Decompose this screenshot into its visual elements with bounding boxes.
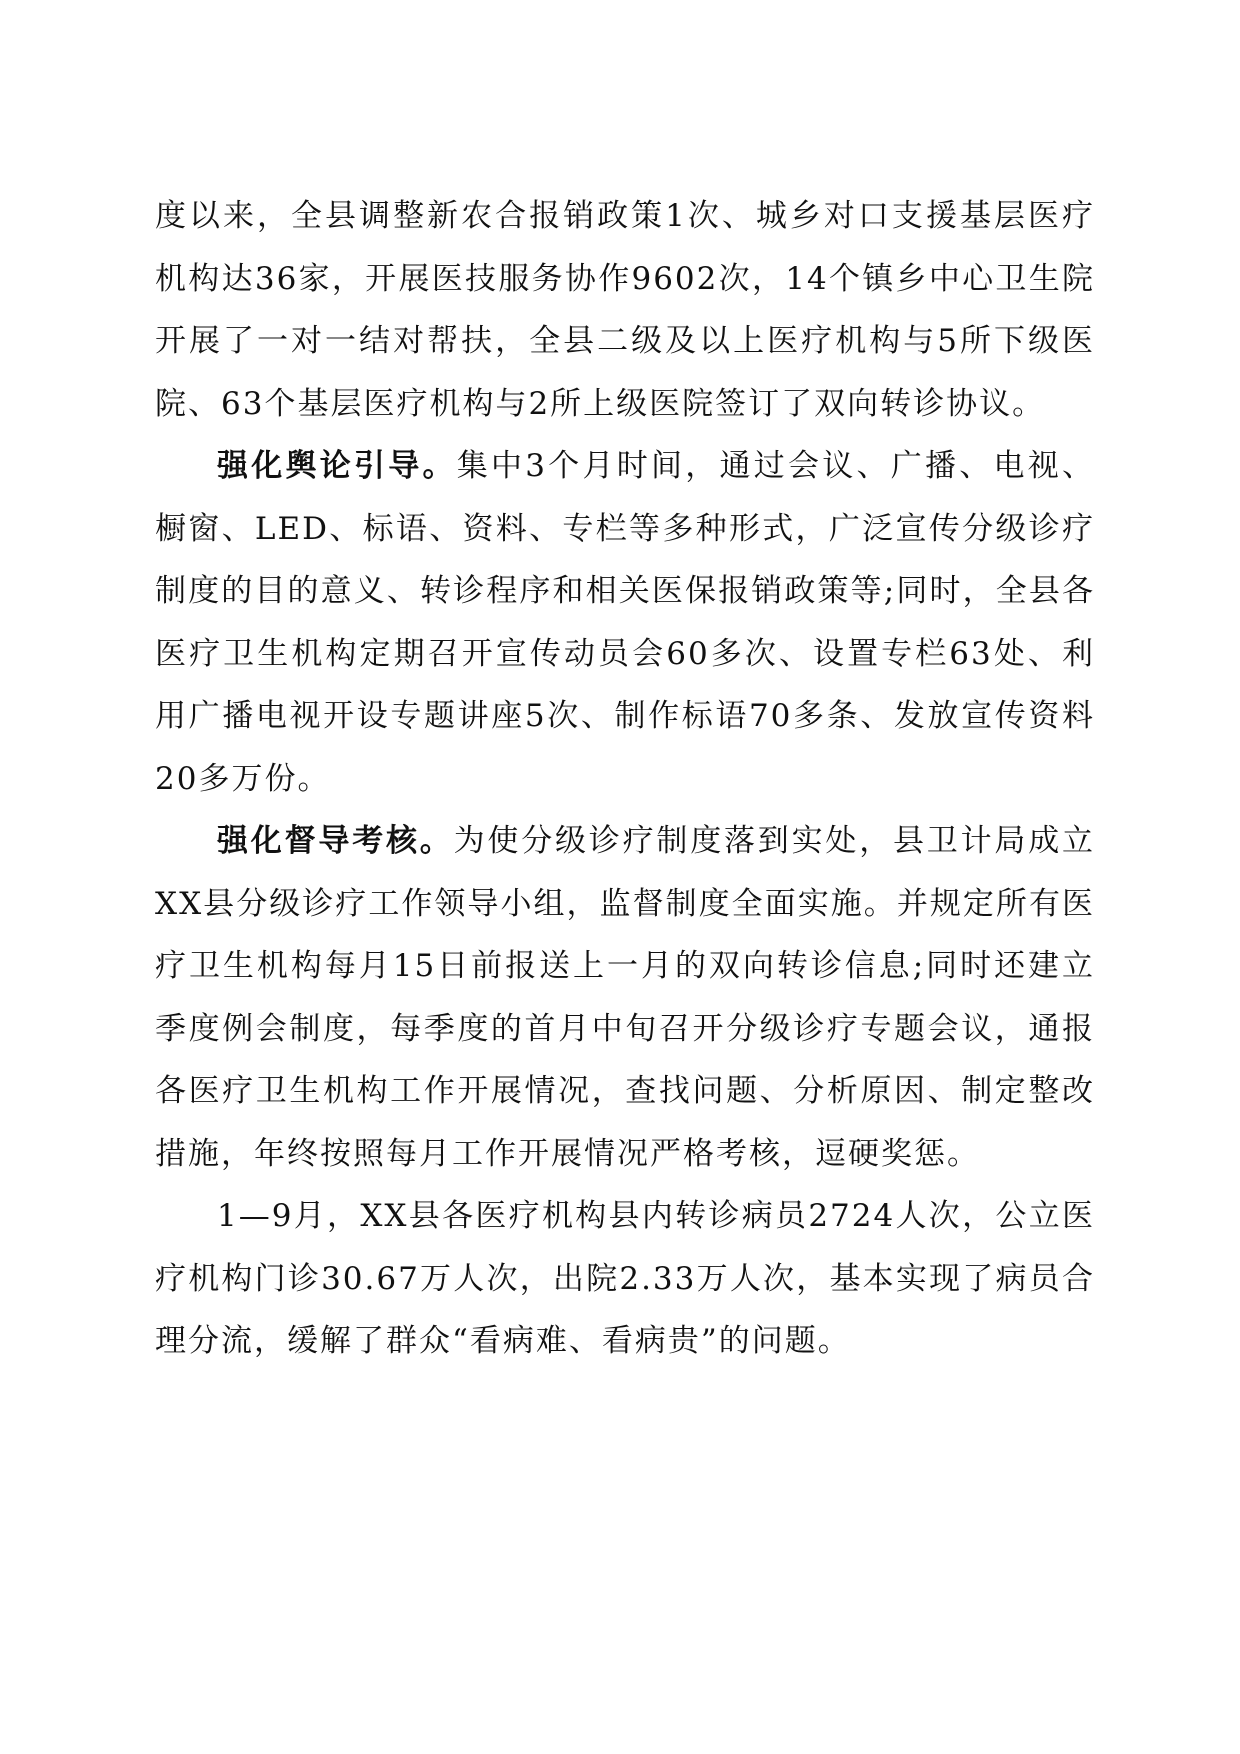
paragraph-results [155, 1185, 1095, 1373]
paragraph-continuation [155, 185, 1095, 435]
paragraph-lead-heading: 强化舆论引导。 [217, 448, 457, 484]
paragraph-public-opinion [155, 435, 1095, 810]
paragraph-text: 度以来，全县调整新农合报销政策1次、城乡对口支援基层医疗机构达36家，开展医技服务协作9602次，14个镇乡中心卫生院开展了一对一结对帮扶，全县二级及以上医疗机构与5所下级医院、63个基层医疗机构与2所上级医院签订了双向转诊协议。 [155, 198, 1095, 422]
paragraph-text: 为使分级诊疗制度落到实处，县卫计局成立XX县分级诊疗工作领导小组，监督制度全面实施。并规定所有医疗卫生机构每月15日前报送上一月的双向转诊信息;同时还建立季度例会制度，每季度的首月中旬召开分级诊疗专题会议，通报各医疗卫生机构工作开展情况，查找问题、分析原因、制定整改措施，年终按照每月工作开展情况严格考核，逗硬奖惩。 [155, 823, 1096, 1172]
paragraph-supervision [155, 810, 1095, 1185]
paragraph-text: 1—9月，XX县各医疗机构县内转诊病员2724人次，公立医疗机构门诊30.67万人次，出院2.33万人次，基本实现了病员合理分流，缓解了群众“看病难、看病贵”的问题。 [155, 1198, 1095, 1359]
paragraph-text: 集中3个月时间，通过会议、广播、电视、橱窗、LED、标语、资料、专栏等多种形式，广泛宣传分级诊疗制度的目的意义、转诊程序和相关医保报销政策等;同时，全县各医疗卫生机构定期召开宣传动员会60多次、设置专栏63处、利用广播电视开设专题讲座5次、制作标语70多条、发放宣传资料20多万份。 [155, 448, 1095, 797]
body-text [155, 185, 1095, 1373]
paragraph-lead-heading: 强化督导考核。 [217, 823, 454, 859]
